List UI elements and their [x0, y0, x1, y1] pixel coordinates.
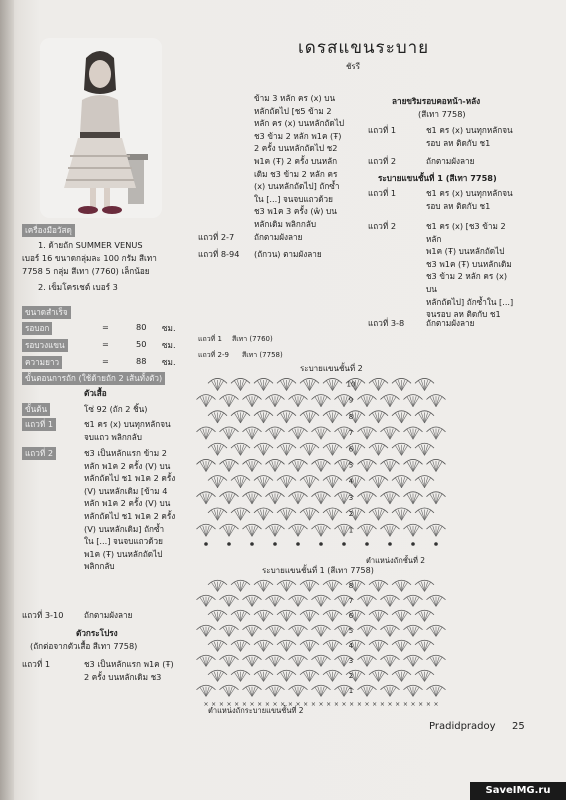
fan-stitch: [358, 524, 377, 536]
fan-stitch: [369, 508, 388, 520]
fan-stitch: [266, 655, 285, 666]
fan-stitch: [254, 580, 273, 591]
fan-stitch: [392, 610, 411, 621]
size-label: ความยาว: [22, 356, 62, 369]
fan-stitch: [197, 427, 216, 439]
fan-stitch: [369, 640, 388, 651]
chart-row-number: 4: [348, 641, 354, 650]
fan-stitch: [312, 625, 331, 636]
fan-stitch: [220, 655, 239, 666]
fan-stitch: [392, 476, 411, 488]
foundation-dot: [388, 542, 392, 546]
fan-stitch: [231, 640, 250, 651]
foundation-sc-mark: ×: [387, 701, 393, 708]
chart-row-number: 10: [346, 380, 356, 389]
fan-stitch: [266, 625, 285, 636]
size-eq: =: [102, 339, 109, 349]
chart-row-number: 2: [348, 671, 354, 680]
foundation-sc-mark: ×: [433, 701, 439, 708]
skirt-heading: ตัวกระโปรง: [76, 628, 118, 638]
fan-stitch: [208, 443, 227, 455]
foundation-sc-mark: ×: [303, 701, 309, 708]
row-text: โซ่ 92 (ถัก 2 ชิ้น): [84, 404, 148, 414]
foundation-dot: [434, 542, 438, 546]
method-heading: ขั้นตอนการถัก (ใช้ด้ายถัก 2 เส้นทั้งตัว): [22, 372, 165, 385]
fan-stitch: [300, 610, 319, 621]
fan-stitch: [277, 670, 296, 681]
fan-stitch: [427, 427, 446, 439]
chart-row-number: 6: [348, 611, 354, 620]
fan-stitch: [358, 655, 377, 666]
foundation-sc-mark: ×: [356, 701, 362, 708]
fan-stitch: [266, 459, 285, 471]
fan-stitch: [427, 459, 446, 471]
fan-stitch: [243, 625, 262, 636]
fan-stitch: [231, 443, 250, 455]
chart-row-number: 8: [348, 412, 354, 421]
chart-row-number: 5: [348, 461, 354, 470]
fan-stitch: [289, 625, 308, 636]
fan-stitch: [220, 492, 239, 504]
fan-stitch: [243, 427, 262, 439]
row-label: แถวที่ 2-9: [198, 351, 229, 359]
page-binding-shadow: [0, 0, 14, 800]
fan-stitch: [254, 378, 273, 390]
fan-stitch: [220, 459, 239, 471]
size-eq: =: [102, 356, 109, 366]
foundation-sc-mark: ×: [218, 701, 224, 708]
size-label: รอบวงแขน: [22, 339, 68, 352]
fan-stitch: [415, 508, 434, 520]
fan-stitch: [312, 427, 331, 439]
fan-stitch: [254, 476, 273, 488]
row-label: แถวที่ 2: [22, 447, 56, 460]
fan-stitch: [243, 595, 262, 606]
fan-stitch: [404, 395, 423, 407]
watermark: SaveIMG.ru: [470, 782, 566, 800]
fan-stitch: [289, 524, 308, 536]
materials-line-3: 7758 5 กลุ่ม สีเทา (7760) เล็กน้อย: [22, 266, 150, 276]
fan-stitch: [392, 640, 411, 651]
fan-stitch: [220, 625, 239, 636]
size-unit: ซม.: [162, 357, 176, 367]
fan-stitch: [323, 508, 342, 520]
sleeve-layer1-heading: ระบายแขนชั้นที่ 1 (สีเทา 7758): [378, 173, 497, 183]
fan-stitch: [312, 685, 331, 696]
neck-color: (สีเทา 7758): [418, 109, 466, 119]
foundation-sc-mark: ×: [395, 701, 401, 708]
foundation-sc-mark: ×: [364, 701, 370, 708]
fan-stitch: [220, 524, 239, 536]
fan-stitch: [427, 685, 446, 696]
fan-stitch: [300, 443, 319, 455]
fan-stitch: [266, 524, 285, 536]
row-text: สีเทา (7760): [232, 335, 273, 343]
fan-stitch: [231, 378, 250, 390]
chart-row-number: 5: [348, 626, 354, 635]
crochet-chart-layer2: [196, 372, 446, 552]
row-text: ข้าม 3 หลัก คร (x) บน หลักถัดไป [ช5 ข้าม 2 หลัก คร (x) บนหลักถัดไป ช3 ข้าม 2 หลัก พ1ค (Ŧ) 2 ครั้ง บนหลักถัดไป ช2 พ1ค (Ŧ) 2 ครั้ง บนหลัก เดิม ช3 ข้าม 2 หลัก คร (x) บนหลักถัดไป] ถักซ้ำ ใน [...] จนจบแถวด้วย ช3 พ1ค 3 ครั้ง (ŵ) บน หลักเดิม พลิกกลับ: [254, 93, 345, 229]
fan-stitch: [220, 395, 239, 407]
foundation-sc-mark: ×: [241, 701, 247, 708]
fan-stitch: [231, 508, 250, 520]
fan-stitch: [289, 685, 308, 696]
foundation-sc-mark: ×: [341, 701, 347, 708]
foundation-dot: [342, 542, 346, 546]
fan-stitch: [197, 685, 216, 696]
foundation-sc-mark: ×: [372, 701, 378, 708]
fan-stitch: [289, 655, 308, 666]
fan-stitch: [323, 443, 342, 455]
fan-stitch: [208, 610, 227, 621]
fan-stitch: [220, 595, 239, 606]
fan-stitch: [197, 625, 216, 636]
size-value: 88: [136, 356, 147, 366]
fan-stitch: [277, 378, 296, 390]
fan-stitch: [243, 395, 262, 407]
fan-stitch: [243, 459, 262, 471]
foundation-dot: [411, 542, 415, 546]
chart-row-number: 3: [348, 656, 354, 665]
fan-stitch: [266, 595, 285, 606]
fan-stitch: [427, 655, 446, 666]
row-text: ช1 คร (x) [ช3 ข้าม 2 หลัก พ1ค (Ŧ) บนหลักถัดไป ช3 พ1ค (Ŧ) บนหลักเดิม ช3 ข้าม 2 หลัก คร (x) บน หลักถัดไป] ถักซ้ำใน [...] จนรอบ ลห ติดกับ ช1: [426, 221, 514, 320]
row-label: แถวที่ 3-10: [22, 610, 64, 620]
fan-stitch: [381, 685, 400, 696]
fan-stitch: [323, 580, 342, 591]
chart-row-number: 3: [348, 493, 354, 502]
fan-stitch: [208, 670, 227, 681]
fan-stitch: [392, 411, 411, 423]
fan-stitch: [358, 492, 377, 504]
fan-stitch: [289, 595, 308, 606]
size-label: รอบอก: [22, 322, 52, 335]
fan-stitch: [266, 427, 285, 439]
row-text: ช3 เป็นหลักแรก ข้าม 2 หลัก พ1ค 2 ครั้ง (V) บน หลักถัดไป ช1 พ1ค 2 ครั้ง (V) บนหลักเดิม [ข้าม 4 หลัก พ1ค 2 ครั้ง (V) บน หลักถัดไป ช1 พ1ค 2 ครั้ง (V) บนหลักเดิม] ถักซ้ำ ใน [...] จนจบแถวด้วย พ1ค (Ŧ) บนหลักถัดไป พลิกกลับ: [84, 448, 176, 572]
fan-stitch: [381, 595, 400, 606]
fan-stitch: [427, 395, 446, 407]
foundation-sc-mark: ×: [257, 701, 263, 708]
fan-stitch: [254, 640, 273, 651]
size-eq: =: [102, 322, 109, 332]
chart-layer1-title: ระบายแขนชั้นที่ 1 (สีเทา 7758): [262, 566, 374, 575]
fan-stitch: [369, 610, 388, 621]
fan-stitch: [427, 524, 446, 536]
fan-stitch: [358, 685, 377, 696]
row-label: แถวที่ 2: [368, 156, 397, 166]
size-value: 50: [136, 339, 147, 349]
row-label: แถวที่ 1: [22, 418, 56, 431]
fan-stitch: [323, 378, 342, 390]
materials-line-2: เบอร์ 16 ขนาดกลุ่มละ 100 กรัม สีเทา: [22, 253, 157, 263]
crochet-chart-layer1: [196, 574, 446, 712]
fan-stitch: [208, 640, 227, 651]
row-label: แถวที่ 1: [368, 125, 397, 135]
foundation-sc-mark: ×: [318, 701, 324, 708]
fan-stitch: [404, 625, 423, 636]
fan-stitch: [381, 655, 400, 666]
chart-row-number: 1: [348, 526, 354, 535]
fan-stitch: [231, 670, 250, 681]
fan-stitch: [323, 640, 342, 651]
row-text: ช3 เป็นหลักแรก พ1ค (Ŧ) 2 ครั้ง บนหลักเดิม ช3: [84, 659, 174, 682]
fan-stitch: [323, 476, 342, 488]
fan-stitch: [369, 476, 388, 488]
fan-stitch: [392, 378, 411, 390]
foundation-dot: [204, 542, 208, 546]
row-label: แถวที่ 8-94: [198, 249, 240, 259]
foundation-sc-mark: ×: [249, 701, 255, 708]
chart-row-number: 7: [348, 596, 354, 605]
materials-line-1: 1. ด้ายถัก SUMMER VENUS: [38, 240, 143, 250]
row-label: แถวที่ 1: [368, 188, 397, 198]
fan-stitch: [197, 595, 216, 606]
body-heading: ตัวเสื้อ: [84, 388, 107, 398]
fan-stitch: [381, 395, 400, 407]
foundation-sc-mark: ×: [379, 701, 385, 708]
fan-stitch: [323, 411, 342, 423]
row-text: ช1 คร (x) บนทุกหลักจน จบแถว พลิกกลับ: [84, 419, 171, 442]
fan-stitch: [392, 580, 411, 591]
fan-stitch: [381, 427, 400, 439]
fan-stitch: [300, 378, 319, 390]
fan-stitch: [300, 508, 319, 520]
fan-stitch: [243, 655, 262, 666]
fan-stitch: [369, 411, 388, 423]
fan-stitch: [404, 685, 423, 696]
materials-heading: เครื่องมือวัสดุ: [22, 224, 75, 237]
fan-stitch: [404, 492, 423, 504]
foundation-sc-mark: ×: [410, 701, 416, 708]
fan-stitch: [266, 395, 285, 407]
size-unit: ซม.: [162, 323, 176, 333]
foundation-dot: [296, 542, 300, 546]
fan-stitch: [358, 395, 377, 407]
foundation-dot: [273, 542, 277, 546]
foundation-sc-mark: ×: [418, 701, 424, 708]
row-label: แถวที่ 2-7: [198, 232, 235, 242]
fan-stitch: [312, 492, 331, 504]
fan-stitch: [277, 476, 296, 488]
size-heading: ขนาดสำเร็จ: [22, 306, 71, 319]
fan-stitch: [300, 476, 319, 488]
fan-stitch: [289, 395, 308, 407]
fan-stitch: [197, 524, 216, 536]
fan-stitch: [208, 508, 227, 520]
fan-stitch: [277, 640, 296, 651]
fan-stitch: [312, 395, 331, 407]
row-text: ถักตามผังลาย: [84, 610, 133, 620]
fan-stitch: [197, 395, 216, 407]
fan-stitch: [208, 378, 227, 390]
fan-stitch: [220, 427, 239, 439]
fan-stitch: [415, 443, 434, 455]
fan-stitch: [254, 443, 273, 455]
foundation-sc-mark: ×: [211, 701, 217, 708]
chart-layer1-note: ตำแหน่งถักระบายแขนชั้นที่ 2: [208, 706, 304, 715]
fan-stitch: [392, 670, 411, 681]
fan-stitch: [289, 459, 308, 471]
foundation-sc-mark: ×: [333, 701, 339, 708]
chart-layer2-note: ตำแหน่งถักชั้นที่ 2: [366, 556, 426, 565]
fan-stitch: [277, 610, 296, 621]
fan-stitch: [208, 411, 227, 423]
foundation-sc-mark: ×: [326, 701, 332, 708]
size-value: 80: [136, 322, 147, 332]
fan-stitch: [266, 492, 285, 504]
fan-stitch: [415, 411, 434, 423]
page-number: 25: [512, 721, 525, 732]
fan-stitch: [381, 492, 400, 504]
skirt-note: (ถักต่อจากตัวเสื้อ สีเทา 7758): [30, 641, 138, 651]
row-text: สีเทา (7758): [242, 351, 283, 359]
foundation-sc-mark: ×: [203, 701, 209, 708]
foundation-sc-mark: ×: [287, 701, 293, 708]
fan-stitch: [369, 580, 388, 591]
fan-stitch: [404, 524, 423, 536]
chart-row-number: 6: [348, 445, 354, 454]
fan-stitch: [197, 459, 216, 471]
fan-stitch: [312, 595, 331, 606]
foundation-sc-mark: ×: [295, 701, 301, 708]
foundation-sc-mark: ×: [226, 701, 232, 708]
fan-stitch: [427, 492, 446, 504]
fan-stitch: [266, 685, 285, 696]
fan-stitch: [300, 640, 319, 651]
fan-stitch: [197, 655, 216, 666]
foundation-dot: [250, 542, 254, 546]
fan-stitch: [381, 524, 400, 536]
fan-stitch: [277, 508, 296, 520]
fan-stitch: [231, 411, 250, 423]
foundation-dot: [319, 542, 323, 546]
fan-stitch: [358, 427, 377, 439]
fan-stitch: [323, 610, 342, 621]
fan-stitch: [415, 476, 434, 488]
row-text: ถักตามผังลาย: [254, 232, 303, 242]
fan-stitch: [415, 670, 434, 681]
foundation-dot: [227, 542, 231, 546]
foundation-sc-mark: ×: [280, 701, 286, 708]
foundation-sc-mark: ×: [349, 701, 355, 708]
fan-stitch: [415, 378, 434, 390]
fan-stitch: [312, 655, 331, 666]
fan-stitch: [415, 610, 434, 621]
fan-stitch: [208, 476, 227, 488]
chart-row-number: 8: [348, 581, 354, 590]
foundation-sc-mark: ×: [272, 701, 278, 708]
fan-stitch: [220, 685, 239, 696]
fan-stitch: [427, 625, 446, 636]
model-photo: [40, 38, 162, 218]
designer-byline: ชัรรี: [346, 62, 361, 71]
fan-stitch: [254, 670, 273, 681]
size-unit: ซม.: [162, 340, 176, 350]
fan-stitch: [277, 411, 296, 423]
fan-stitch: [197, 492, 216, 504]
fan-stitch: [231, 610, 250, 621]
magazine-name: Pradidpradoy: [429, 721, 496, 732]
fan-stitch: [312, 524, 331, 536]
fan-stitch: [254, 610, 273, 621]
fan-stitch: [415, 640, 434, 651]
foundation-sc-mark: ×: [264, 701, 270, 708]
foundation-sc-mark: ×: [425, 701, 431, 708]
fan-stitch: [392, 508, 411, 520]
fan-stitch: [243, 524, 262, 536]
foundation-sc-mark: ×: [234, 701, 240, 708]
fan-stitch: [392, 443, 411, 455]
fan-stitch: [404, 655, 423, 666]
fan-stitch: [208, 580, 227, 591]
row-label: แถวที่ 1: [198, 335, 222, 343]
fan-stitch: [323, 670, 342, 681]
fan-stitch: [381, 459, 400, 471]
fan-stitch: [243, 685, 262, 696]
fan-stitch: [312, 459, 331, 471]
fan-stitch: [254, 411, 273, 423]
row-label: แถวที่ 2: [368, 221, 397, 231]
fan-stitch: [369, 378, 388, 390]
fan-stitch: [427, 595, 446, 606]
fan-stitch: [277, 580, 296, 591]
fan-stitch: [300, 411, 319, 423]
chart-row-number: 7: [348, 429, 354, 438]
row-label: แถวที่ 3-8: [368, 318, 405, 328]
foundation-dot: [365, 542, 369, 546]
fan-stitch: [243, 492, 262, 504]
fan-stitch: [404, 595, 423, 606]
fan-stitch: [300, 670, 319, 681]
fan-stitch: [415, 580, 434, 591]
fan-stitch: [358, 459, 377, 471]
fan-stitch: [358, 595, 377, 606]
fan-stitch: [404, 459, 423, 471]
chart-row-number: 4: [348, 477, 354, 486]
fan-stitch: [231, 580, 250, 591]
foundation-sc-mark: ×: [402, 701, 408, 708]
materials-line-4: 2. เข็มโครเชต์ เบอร์ 3: [38, 282, 118, 292]
fan-stitch: [277, 443, 296, 455]
fan-stitch: [289, 427, 308, 439]
row-text: ถักตามผังลาย: [426, 156, 475, 166]
chart-row-number: 9: [348, 396, 354, 405]
row-text: (ถักวน) ตามผังลาย: [254, 249, 322, 259]
fan-stitch: [254, 508, 273, 520]
neck-heading: ลายขริมรอบคอหน้า-หลัง: [392, 96, 481, 106]
fan-stitch: [369, 443, 388, 455]
fan-stitch: [289, 492, 308, 504]
chart-row-number: 2: [348, 510, 354, 519]
fan-stitch: [369, 670, 388, 681]
chart-layer2-title: ระบายแขนชั้นที่ 2: [300, 364, 363, 373]
fan-stitch: [404, 427, 423, 439]
row-text: ช1 คร (x) บนทุกหลักจน รอบ ลห ติดกับ ช1: [426, 188, 513, 211]
row-text: ถักตามผังลาย: [426, 318, 475, 328]
chart-row-number: 1: [348, 686, 354, 695]
foundation-sc-mark: ×: [310, 701, 316, 708]
fan-stitch: [381, 625, 400, 636]
fan-stitch: [231, 476, 250, 488]
pattern-title: เดรสแขนระบาย: [298, 38, 430, 58]
fan-stitch: [358, 625, 377, 636]
row-text: ช1 คร (x) บนทุกหลักจน รอบ ลห ติดกับ ช1: [426, 125, 513, 148]
row-label: แถวที่ 1: [22, 659, 51, 669]
fan-stitch: [300, 580, 319, 591]
row-label: ขั้นต้น: [22, 403, 50, 416]
